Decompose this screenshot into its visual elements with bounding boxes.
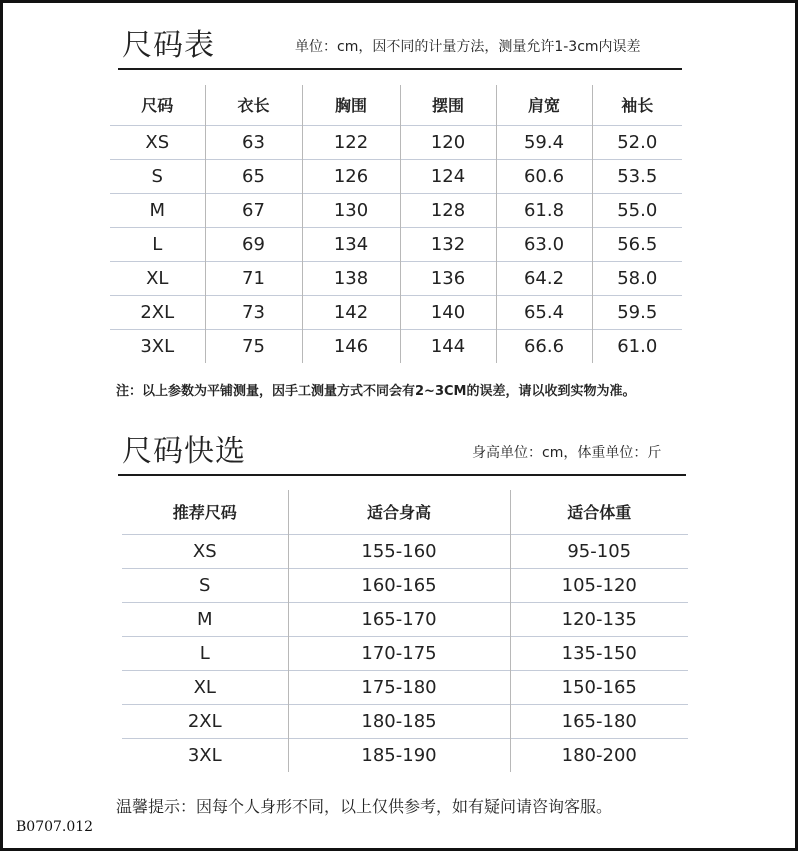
- table-cell: 65: [205, 159, 302, 193]
- table-row: [122, 636, 688, 670]
- table-cell: 69: [205, 227, 302, 261]
- size-chart-title: 尺码表: [122, 28, 215, 63]
- table-cell: 73: [205, 295, 302, 329]
- table-cell: 60.6: [496, 159, 592, 193]
- table-cell: 2XL: [122, 704, 288, 738]
- table-cell: 95-105: [510, 534, 688, 568]
- table-cell: 66.6: [496, 329, 592, 363]
- table-cell: 134: [302, 227, 400, 261]
- quick-pick-title: 尺码快选: [122, 434, 246, 469]
- header-cell: 肩宽: [496, 85, 592, 125]
- table-cell: 138: [302, 261, 400, 295]
- table-row: [110, 193, 682, 227]
- table-cell: M: [110, 193, 205, 227]
- header-cell: 适合体重: [510, 490, 688, 534]
- table-cell: 155-160: [288, 534, 510, 568]
- table-cell: S: [110, 159, 205, 193]
- table-cell: 180-200: [510, 738, 688, 772]
- table-row: [110, 227, 682, 261]
- table-cell: 65.4: [496, 295, 592, 329]
- table-cell: M: [122, 602, 288, 636]
- header-cell: 袖长: [592, 85, 682, 125]
- table-cell: 175-180: [288, 670, 510, 704]
- table-cell: 150-165: [510, 670, 688, 704]
- table-cell: 63.0: [496, 227, 592, 261]
- header-cell: 推荐尺码: [172, 503, 237, 523]
- table-cell: 180-185: [288, 704, 510, 738]
- table-cell: XL: [122, 670, 288, 704]
- table-row: [110, 295, 682, 329]
- table-cell: 130: [302, 193, 400, 227]
- table-cell: L: [110, 227, 205, 261]
- table-cell: 59.4: [496, 125, 592, 159]
- table-row: [122, 602, 688, 636]
- table-cell: 75: [205, 329, 302, 363]
- table-cell: 128: [400, 193, 496, 227]
- header-cell: 摆围: [400, 85, 496, 125]
- table-cell: 160-165: [288, 568, 510, 602]
- table-cell: 146: [302, 329, 400, 363]
- table-row: [122, 704, 688, 738]
- size-chart-rule: [118, 68, 682, 70]
- table-cell: 120: [400, 125, 496, 159]
- header-cell: 胸围: [302, 85, 400, 125]
- table-cell: 120-135: [510, 602, 688, 636]
- table-cell: 61.0: [592, 329, 682, 363]
- table-cell: 71: [205, 261, 302, 295]
- table-cell: 165-170: [288, 602, 510, 636]
- table-row: [122, 670, 688, 704]
- table-cell: 53.5: [592, 159, 682, 193]
- table-row: [122, 568, 688, 602]
- quick-pick-unit-note: 身高单位：cm，体重单位：斤: [472, 445, 662, 461]
- table-cell: 63: [205, 125, 302, 159]
- table-row: [110, 125, 682, 159]
- table-cell: 64.2: [496, 261, 592, 295]
- table-cell: 185-190: [288, 738, 510, 772]
- table-cell: 170-175: [288, 636, 510, 670]
- table-cell: 61.8: [496, 193, 592, 227]
- table-cell: 55.0: [592, 193, 682, 227]
- table-cell: 140: [400, 295, 496, 329]
- table-cell: 136: [400, 261, 496, 295]
- quick-pick-header-row: [122, 490, 688, 534]
- table-cell: XL: [110, 261, 205, 295]
- size-chart-unit-note: 单位：cm，因不同的计量方法，测量允许1-3cm内误差: [295, 39, 641, 55]
- table-cell: 132: [400, 227, 496, 261]
- quick-pick-rule: [118, 474, 686, 476]
- table-cell: S: [122, 568, 288, 602]
- table-cell: 126: [302, 159, 400, 193]
- table-cell: L: [122, 636, 288, 670]
- table-cell: 56.5: [592, 227, 682, 261]
- table-cell: XS: [110, 125, 205, 159]
- table-cell: 59.5: [592, 295, 682, 329]
- size-chart-table: [110, 85, 682, 363]
- size-chart-footnote: 注：以上参数为平铺测量，因手工测量方式不同会有2~3CM的误差，请以收到实物为准。: [116, 384, 636, 399]
- table-row: [122, 534, 688, 568]
- header-cell: 适合身高: [288, 490, 510, 534]
- table-row: [122, 738, 688, 772]
- table-cell: 165-180: [510, 704, 688, 738]
- table-cell: 144: [400, 329, 496, 363]
- quick-pick-table: [122, 490, 688, 772]
- table-row: [110, 261, 682, 295]
- table-cell: 67: [205, 193, 302, 227]
- table-cell: 142: [302, 295, 400, 329]
- warm-tip: 温馨提示：因每个人身形不同，以上仅供参考，如有疑问请咨询客服。: [116, 797, 613, 816]
- table-cell: 124: [400, 159, 496, 193]
- table-cell: 3XL: [110, 329, 205, 363]
- table-cell: 52.0: [592, 125, 682, 159]
- table-cell: XS: [122, 534, 288, 568]
- header-cell: 衣长: [205, 85, 302, 125]
- size-chart-header-row: [110, 85, 682, 125]
- table-cell: 122: [302, 125, 400, 159]
- table-cell: 2XL: [110, 295, 205, 329]
- header-cell: 尺码: [141, 96, 174, 116]
- product-code: B0707.012: [16, 819, 94, 835]
- table-row: [110, 329, 682, 363]
- table-cell: 105-120: [510, 568, 688, 602]
- table-cell: 58.0: [592, 261, 682, 295]
- table-row: [110, 159, 682, 193]
- table-cell: 3XL: [122, 738, 288, 772]
- table-cell: 135-150: [510, 636, 688, 670]
